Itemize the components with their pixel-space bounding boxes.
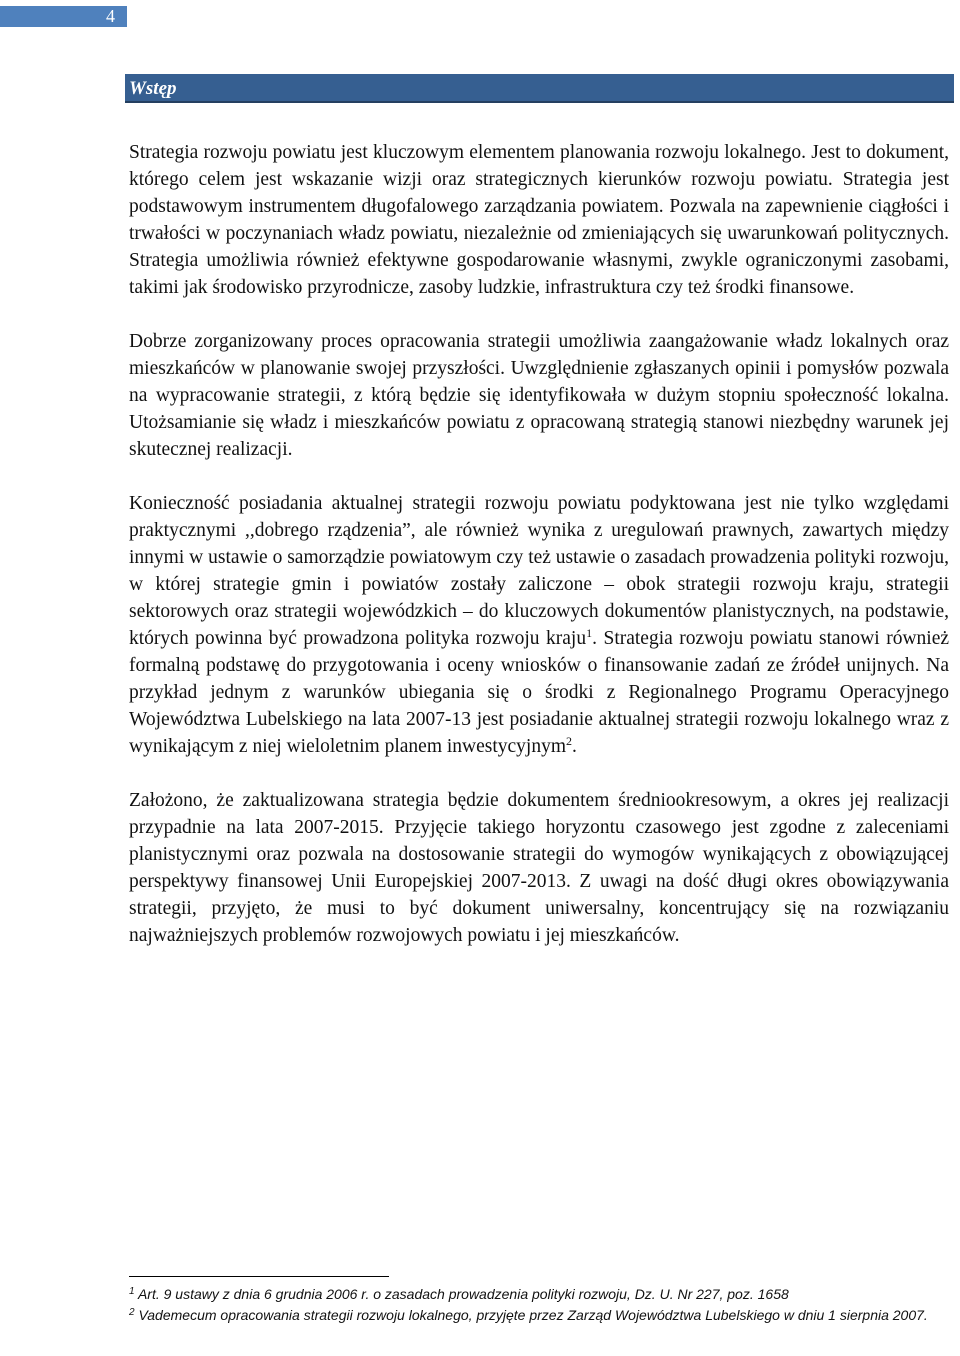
paragraph-4: Założono, że zaktualizowana strategia będzie dokumentem średniookresowym, a okres jej realizacji przypadnie na lata 2007-2015. Przyjęcie takiego horyzontu czasowego jest zgodne z zaleceniami planistycznymi oraz pozwala na dostosowanie strategii do wymogów wynikających z obowiązującej perspektywy finansowej Unii Europejskiej 2007-2013. Z uwagi na dość długi okres obowiązywania strategii, przyjęto, że musi to być dokument uniwersalny, koncentrujący się na rozwiązaniu najważniejszych problemów rozwojowych powiatu i jej mieszkańców. [129, 790, 949, 946]
paragraph-3 [129, 490, 949, 760]
main-content [129, 139, 949, 949]
footnote-marker-2: 2 [129, 1307, 135, 1318]
paragraph-3-part-c: . [572, 736, 577, 757]
footnote-text-2: Vademecum opracowania strategii rozwoju lokalnego, przyjęte przez Zarząd Województwa Lubelskiego w dniu 1 sierpnia 2007. [138, 1307, 928, 1323]
footnote-separator [129, 1276, 389, 1277]
footnote-ref-1[interactable]: 1 [586, 626, 593, 640]
page-number: 4 [0, 6, 127, 27]
paragraph-2: Dobrze zorganizowany proces opracowania strategii umożliwia zaangażowanie władz lokalnych oraz mieszkańców w planowanie swojej przyszłości. Uwzględnienie zgłaszanych opinii i pomysłów pozwala na wypracowanie strategii, z którą będzie się identyfikowała w dużym stopniu społeczność lokalna. Utożsamianie się władz i mieszkańców powiatu z opracowaną strategią stanowi niezbędny warunek jej skutecznej realizacji. [129, 331, 949, 460]
footnote-ref-2[interactable]: 2 [566, 734, 573, 748]
section-title: Wstęp [125, 74, 954, 103]
paragraph-3-part-a: Konieczność posiadania aktualnej strategii rozwoju powiatu podyktowana jest nie tylko względami praktycznymi ,,dobrego rządzenia”, ale również wynika z uregulowań prawnych, zawartych między innymi w ustawie o samorządzie powiatowym czy też ustawie o zasadach prowadzenia polityki rozwoju, w której strategie gmin i powiatów zostały zaliczone – obok strategii rozwoju kraju, strategii sektorowych oraz strategii wojewódzkich – do kluczowych dokumentów planistycznych, na podstawie, których powinna być prowadzona polityka rozwoju kraju [129, 493, 949, 649]
footnote-text-1: Art. 9 ustawy z dnia 6 grudnia 2006 r. o zasadach prowadzenia polityki rozwoju, Dz. U. Nr 227, poz. 1658 [137, 1286, 789, 1302]
footnotes [129, 1284, 939, 1326]
paragraph-1: Strategia rozwoju powiatu jest kluczowym elementem planowania rozwoju lokalnego. Jest to dokument, którego celem jest wskazanie wizji oraz strategicznych kierunków rozwoju powiatu. Strategia jest podstawowym instrumentem długofalowego zarządzania powiatem. Pozwala na zapewnienie ciągłości i trwałości w poczynaniach władz powiatu, niezależnie od zmieniających się uwarunkowań politycznych. Strategia umożliwia również efektywne gospodarowanie własnymi, zwykle ograniczonymi zasobami, takimi jak środowisko przyrodnicze, zasoby ludzkie, infrastruktura czy też środki finansowe. [129, 142, 949, 298]
footnote-2 [129, 1305, 939, 1326]
footnote-1 [129, 1284, 939, 1305]
paragraph-3-part-b: . Strategia rozwoju powiatu stanowi również formalną podstawę do przygotowania i oceny wniosków o finansowanie zadań ze źródeł unijnych. Na przykład jednym z warunków ubiegania się o środki z Regionalnego Programu Operacyjnego Województwa Lubelskiego na lata 2007-13 jest posiadanie aktualnej strategii rozwoju lokalnego wraz z wynikającym z niej wieloletnim planem inwestycyjnym [129, 628, 949, 757]
footnote-marker-1: 1 [129, 1286, 135, 1297]
